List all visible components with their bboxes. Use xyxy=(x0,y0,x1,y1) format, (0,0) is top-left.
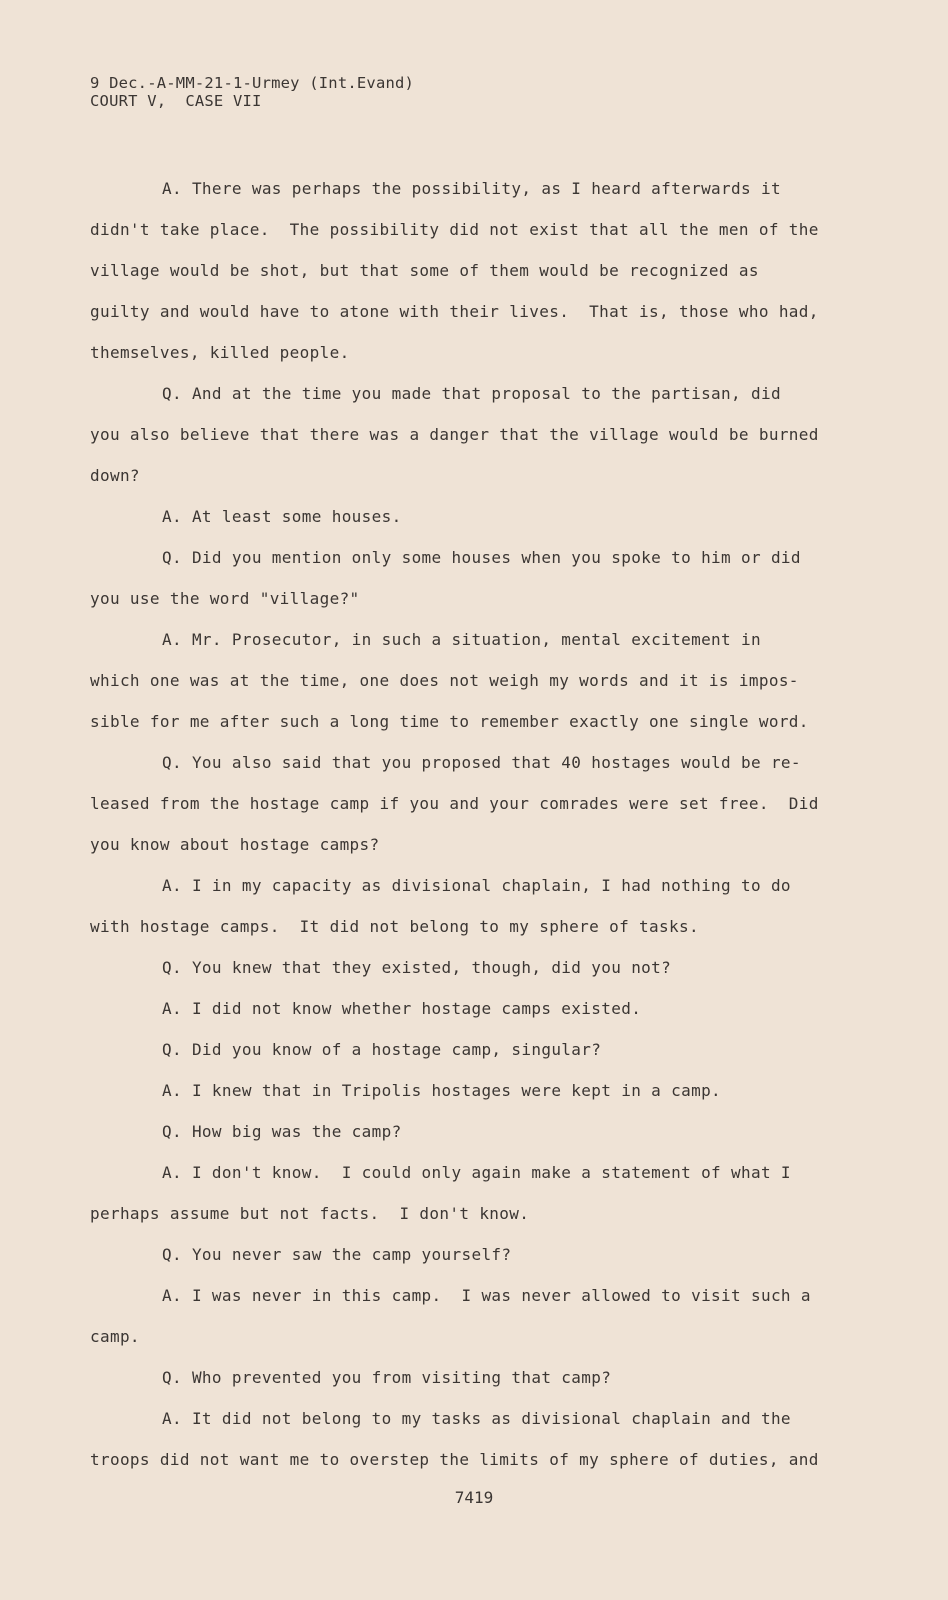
transcript-line: Q. Did you mention only some houses when you spoke to him or did xyxy=(162,548,801,567)
transcript-line: themselves, killed people. xyxy=(90,343,350,362)
transcript-line: A. There was perhaps the possibility, as I heard afterwards it xyxy=(162,179,781,198)
page-number: 7419 xyxy=(454,1488,494,1507)
transcript-line: A. At least some houses. xyxy=(162,507,402,526)
transcript-line: Q. Did you know of a hostage camp, singular? xyxy=(162,1040,602,1059)
transcript-line: Q. Who prevented you from visiting that camp? xyxy=(162,1368,612,1387)
transcript-line: Q. You never saw the camp yourself? xyxy=(162,1245,512,1264)
header-line-2: COURT V, CASE VII xyxy=(90,92,262,110)
transcript-line: A. I did not know whether hostage camps existed. xyxy=(162,999,642,1018)
transcript-line: A. I was never in this camp. I was never allowed to visit such a xyxy=(162,1286,811,1305)
transcript-line: Q. You knew that they existed, though, did you not? xyxy=(162,958,672,977)
transcript-line: village would be shot, but that some of them would be recognized as xyxy=(90,261,759,280)
transcript-line: leased from the hostage camp if you and your comrades were set free. Did xyxy=(90,794,819,813)
transcript-line: A. I in my capacity as divisional chaplain, I had nothing to do xyxy=(162,876,791,895)
transcript-line: you know about hostage camps? xyxy=(90,835,380,854)
transcript-line: guilty and would have to atone with their lives. That is, those who had, xyxy=(90,302,819,321)
transcript-body xyxy=(90,175,850,1487)
transcript-line: camp. xyxy=(90,1327,140,1346)
transcript-line: Q. How big was the camp? xyxy=(162,1122,402,1141)
document-header xyxy=(90,74,414,110)
header-line-1: 9 Dec.-A-MM-21-1-Urmey (Int.Evand) xyxy=(90,74,415,92)
transcript-line: A. Mr. Prosecutor, in such a situation, mental excitement in xyxy=(162,630,761,649)
transcript-line: with hostage camps. It did not belong to my sphere of tasks. xyxy=(90,917,699,936)
transcript-line: which one was at the time, one does not weigh my words and it is impos- xyxy=(90,671,799,690)
transcript-line: A. I knew that in Tripolis hostages were kept in a camp. xyxy=(162,1081,722,1100)
transcript-line: A. I don't know. I could only again make a statement of what I xyxy=(162,1163,791,1182)
transcript-line: Q. You also said that you proposed that 40 hostages would be re- xyxy=(162,753,801,772)
transcript-line: troops did not want me to overstep the limits of my sphere of duties, and xyxy=(90,1450,819,1469)
transcript-line: you also believe that there was a danger that the village would be burned xyxy=(90,425,819,444)
transcript-line: didn't take place. The possibility did not exist that all the men of the xyxy=(90,220,819,239)
transcript-line: A. It did not belong to my tasks as divisional chaplain and the xyxy=(162,1409,791,1428)
transcript-line: you use the word "village?" xyxy=(90,589,360,608)
transcript-line: perhaps assume but not facts. I don't know. xyxy=(90,1204,530,1223)
transcript-line: sible for me after such a long time to remember exactly one single word. xyxy=(90,712,809,731)
transcript-line: Q. And at the time you made that proposal to the partisan, did xyxy=(162,384,781,403)
transcript-line: down? xyxy=(90,466,140,485)
